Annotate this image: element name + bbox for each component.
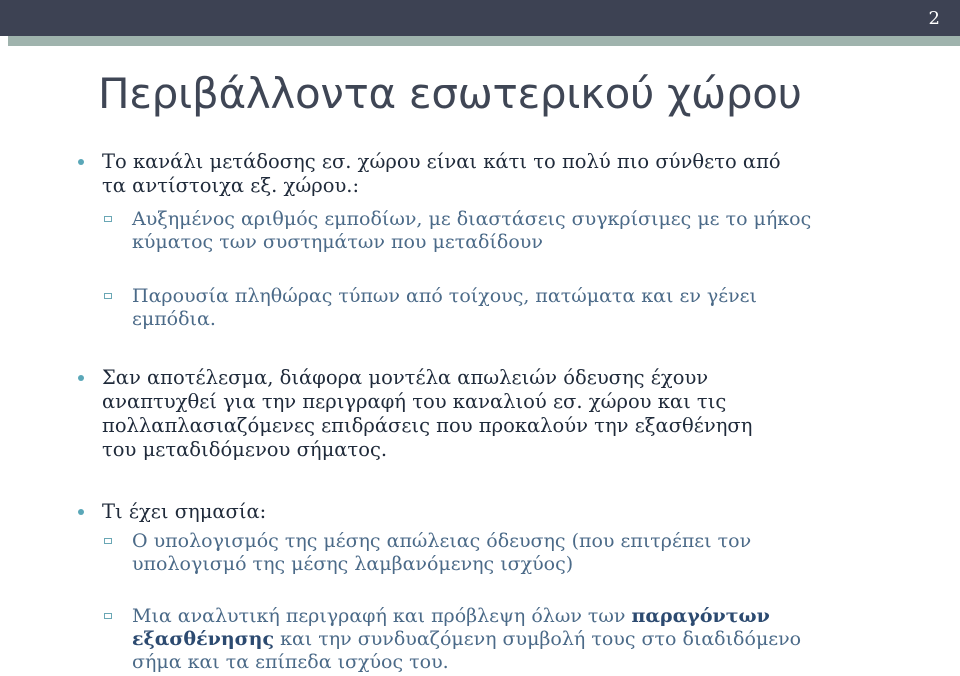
sub-bullet-3-1-line-2: υπολογισμό της μέσης λαμβανόμενης ισχύος) [132, 553, 574, 575]
bullet-2-line-3: πολλαπλασιαζόμενες επιδράσεις που προκαλούν την εξασθένηση [102, 414, 753, 437]
sub-bullet-3-2-line-1 [132, 605, 864, 628]
square-bullet-icon [104, 293, 112, 299]
sub-bullet-1-1-line-2: κύματος των συστημάτων που μεταδίδουν [132, 231, 543, 253]
sub-bullet-3-1 [104, 530, 864, 576]
bullet-2-line-1: Σαν αποτέλεσμα, διάφορα μοντέλα απωλειών όδευσης έχουν [102, 366, 709, 389]
sub-bullet-3-2-line-3: σήμα και τα επίπεδα ισχύος του. [132, 651, 449, 673]
sub-bullet-1-1-line-1: Αυξημένος αριθμός εμποδίων, με διαστάσεις συγκρίσιμες με το μήκος [132, 208, 812, 230]
square-bullet-icon [104, 216, 112, 222]
bullet-1-line-2: τα αντίστοιχα εξ. χώρου.: [102, 174, 360, 197]
square-bullet-icon [104, 538, 112, 544]
sub-bullet-1-1 [104, 208, 864, 254]
bullet-3-line-1: Τι έχει σημασία: [102, 500, 267, 523]
sub-bullet-3-2 [104, 605, 864, 674]
bullet-1 [76, 150, 936, 198]
page-number: 2 [928, 8, 940, 29]
square-bullet-icon [104, 613, 112, 619]
bullet-2-line-4: του μεταδιδόμενου σήματος. [102, 438, 388, 461]
top-bar [0, 0, 960, 36]
sub-bullet-3-2-text-b: και την συνδυαζόμενη συμβολή τους στο διαδιδόμενο [274, 628, 802, 650]
sub-bullet-3-1-line-1: Ο υπολογισμός της μέσης απώλειας όδευσης (που επιτρέπει τον [132, 530, 752, 552]
bullet-dot-icon [78, 375, 84, 381]
bullet-3 [76, 500, 936, 524]
bullet-dot-icon [78, 509, 84, 515]
bullet-dot-icon [78, 159, 84, 165]
bullet-2-line-2: αναπτυχθεί για την περιγραφή του καναλιού εσ. χώρου και τις [102, 390, 727, 413]
accent-bar [8, 36, 960, 46]
bullet-1-line-1: Το κανάλι μετάδοσης εσ. χώρου είναι κάτι το πολύ πιο σύνθετο από [102, 150, 781, 173]
sub-bullet-3-2-text-a: Μια αναλυτική περιγραφή και πρόβλεψη όλων των [132, 605, 632, 627]
sub-bullet-3-2-bold-b: εξασθένησης [132, 628, 275, 650]
sub-bullet-1-2-line-2: εμπόδια. [132, 308, 216, 330]
sub-bullet-1-2-line-1: Παρουσία πληθώρας τύπων από τοίχους, πατώματα και εν γένει [132, 285, 757, 307]
slide-title: Περιβάλλοντα εσωτερικού χώρου [98, 69, 802, 118]
sub-bullet-1-2 [104, 285, 864, 331]
sub-bullet-3-2-line-2 [132, 628, 864, 651]
bullet-2 [76, 366, 936, 462]
sub-bullet-3-2-bold-a: παραγόντων [631, 605, 770, 627]
